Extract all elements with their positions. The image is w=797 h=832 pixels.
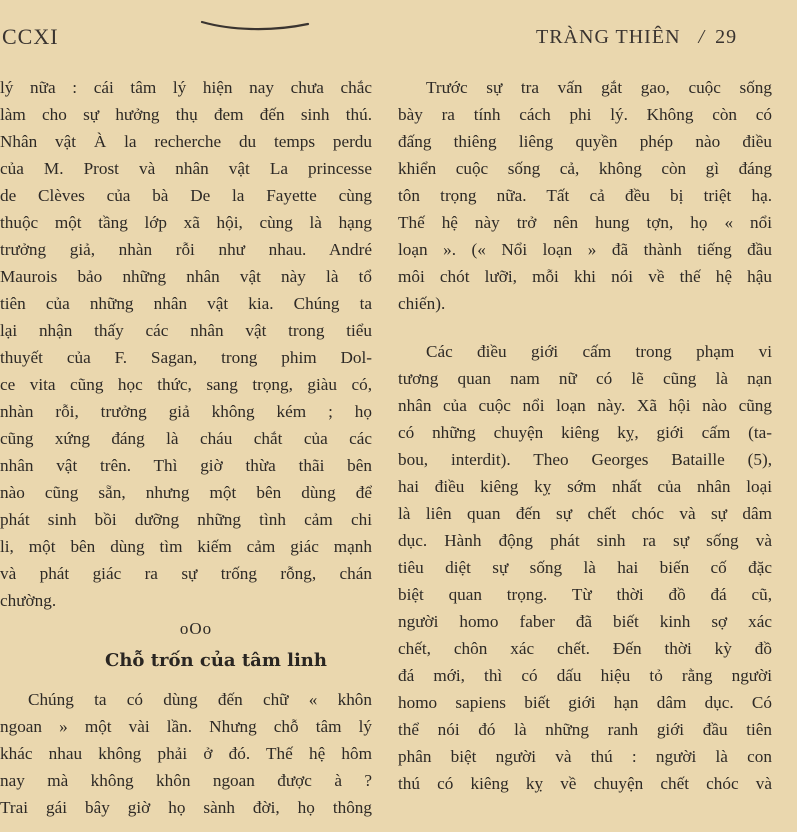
- text-line: nhàn rỗi, trưởng giả không kém ; họ: [0, 402, 372, 421]
- text-line: homo sapiens biết giới hạn dâm dục. Có: [398, 693, 772, 712]
- text-line: li, một bên dùng tìm kiếm cảm giác mạnh: [0, 537, 372, 556]
- text-line: tương quan nam nữ có lẽ cũng là nạn: [398, 369, 772, 388]
- left-column: [0, 74, 372, 821]
- text-line: có những chuyện kiêng kỵ, giới cấm (ta-: [398, 423, 772, 442]
- text-line: đá mới, thì có dấu hiệu tỏ rằng người: [398, 666, 772, 685]
- section-ornament: oOo: [179, 619, 213, 638]
- text-line: Nhân vật À la recherche du temps perdu: [0, 132, 372, 151]
- text-line: bày ra tính cách phi lý. Không còn có: [398, 105, 772, 124]
- text-line: ce vita cũng học thức, sang trọng, giàu có,: [0, 375, 372, 394]
- running-title: TRÀNG THIÊN: [536, 26, 681, 48]
- right-column: [398, 74, 772, 797]
- text-line: nhân vật trên. Thì giờ thừa thãi bên: [0, 456, 372, 475]
- text-line: nay mà không khôn ngoan được à ?: [0, 771, 372, 790]
- ink-stroke-mark: [200, 16, 310, 34]
- text-line: Trước sự tra vấn gắt gao, cuộc sống: [426, 78, 772, 97]
- header-separator: /: [698, 26, 706, 48]
- text-line: loạn ». (« Nổi loạn » đã thành tiếng đầu: [398, 240, 772, 259]
- text-line: nhân của cuộc nổi loạn này. Xã hội nào cũng: [398, 396, 772, 415]
- text-line: phân biệt người và thú : người là con: [398, 747, 772, 766]
- text-line: và phát giác ra sự trống rỗng, chán: [0, 564, 372, 583]
- text-line: đấng thiêng liêng quyền phép nào điều: [398, 132, 772, 151]
- text-line: thể nói đó là những ranh giới đầu tiên: [398, 720, 772, 739]
- text-line: tôn trọng nữa. Tất cả đều bị triệt hạ.: [398, 186, 772, 205]
- text-line: là liên quan đến sự chết chóc và sự dâm: [398, 504, 772, 523]
- text-line: bou, interdit). Theo Georges Bataille (5),: [398, 450, 772, 469]
- text-line: chiến).: [398, 294, 446, 313]
- right-paragraph-1: [398, 74, 772, 317]
- text-line: tiên của những nhân vật kia. Chúng ta: [0, 294, 372, 313]
- text-line: dục. Hành động phát sinh ra sự sống và: [398, 531, 772, 550]
- text-line: Chúng ta có dùng đến chữ « khôn: [28, 690, 372, 709]
- text-line: chết, chôn xác chết. Đến thời kỳ đồ: [398, 639, 772, 658]
- text-line: phát sinh bồi dưỡng những tình cảm chi: [0, 510, 372, 529]
- right-paragraph-2: [398, 338, 772, 797]
- text-line: khác nhau không phải ở đó. Thế hệ hôm: [0, 744, 372, 763]
- text-line: Maurois bảo những nhân vật này là tổ: [0, 267, 372, 286]
- section-heading: Chỗ trốn của tâm linh: [105, 650, 327, 671]
- text-line: trưởng giả, nhàn rỗi như nhau. André: [0, 240, 372, 259]
- text-line: lại nhận thấy các nhân vật trong tiểu: [0, 321, 372, 340]
- text-line: thuyết của F. Sagan, trong phim Dol-: [0, 348, 372, 367]
- text-line: biệt quan trọng. Từ thời đồ đá cũ,: [398, 585, 772, 604]
- page-roman-numeral: CCXI: [2, 24, 59, 49]
- text-line: chường.: [0, 591, 57, 610]
- left-paragraph-2: [0, 686, 372, 821]
- left-paragraph-1: [0, 74, 372, 614]
- text-line: môi chót lưỡi, mỗi khi nói về thế hệ hậu: [398, 267, 772, 286]
- text-line: tiêu diệt sự sống là hai biến cố đặc: [398, 558, 772, 577]
- page-number: 29: [715, 26, 738, 48]
- text-line: de Clèves của bà De la Fayette cùng: [0, 186, 372, 205]
- running-header: [536, 26, 745, 49]
- text-line: lý nữa : cái tâm lý hiện nay chưa chắc: [0, 78, 372, 97]
- text-line: hai điều kiêng kỵ sớm nhất của nhân loại: [398, 477, 772, 496]
- text-line: thuộc một tầng lớp xã hội, cùng là hạng: [0, 213, 372, 232]
- text-line: Trai gái bây giờ họ sành đời, họ thông: [0, 798, 372, 817]
- text-line: khiển cuộc sống cả, không còn gì đáng: [398, 159, 772, 178]
- text-line: của M. Prost và nhân vật La princesse: [0, 159, 372, 178]
- text-line: người homo faber đã biết kinh sợ xác: [398, 612, 772, 631]
- text-line: nào cũng sẵn, nhưng một bên dùng để: [0, 483, 372, 502]
- text-line: Các điều giới cấm trong phạm vi: [426, 342, 772, 361]
- text-line: làm cho sự hưởng thụ đem đến sinh thú.: [0, 105, 372, 124]
- text-line: ngoan » một vài lần. Nhưng chỗ tâm lý: [0, 717, 372, 736]
- text-line: Thế hệ này trở nên hung tợn, họ « nổi: [398, 213, 772, 232]
- text-line: thú có kiêng kỵ về chuyện chết chóc và: [398, 774, 772, 793]
- text-line: cũng xứng đáng là cháu chắt của các: [0, 429, 372, 448]
